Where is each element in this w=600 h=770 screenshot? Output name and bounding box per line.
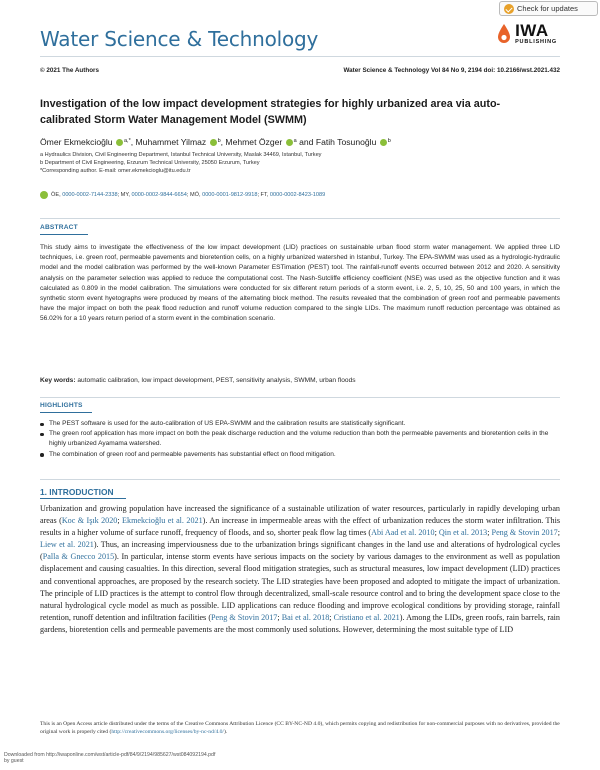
orcid-icon[interactable]	[116, 139, 123, 146]
orcid-link[interactable]: 0000-0002-8423-1089	[269, 192, 326, 198]
citation-link[interactable]: Ekmekcioğlu et al. 2021	[122, 516, 203, 526]
citation-link[interactable]: Bai et al. 2018	[281, 612, 330, 622]
author-sup: a,*	[123, 138, 131, 144]
affiliation-line: a Hydraulics Division, Civil Engineering Department, Istanbul Technical University, Maslak 34469, Istanbul, Turkey	[40, 152, 322, 158]
logo-iwa-text: IWA	[515, 21, 549, 40]
citation-link[interactable]: Palla & Gnecco 2015	[42, 552, 115, 562]
license-link[interactable]: http://creativecommons.org/licenses/by-nc-nd/4.0/	[111, 729, 224, 736]
highlight-item: The PEST software is used for the auto-calibration of US EPA-SWMM and the calibration results are statistically significant.	[40, 419, 560, 429]
orcid-icon[interactable]	[380, 139, 387, 146]
abstract-text: This study aims to investigate the effectiveness of the low impact development (LID) practices on sustainable urban flood storm water management. We applied three LID techniques, i.e. green roof, permeable pavements and bioretention cells, on a highly urbanized watershed in Istanbul, Turkey. The EPA-SWMM was used as a hydrologic-hydraulic model and the model calibration was performed by the well-known Parameter ESTimation (PEST) tool. The rainfall-runoff events occurred between 2012 and 2020. A sensitivity analysis on the parameter selection was applied to reduce the computational cost. The Nash-Sutcliffe efficiency coefficient (NSE) was used as the objective function and it was calculated as 0.809 in the model calibration. The simulations were conducted for six different return periods of a storm event, i.e. 2, 5, 10, 25, 50 and 100 years, in which the synthetic storm event hyetographs were produced by means of the alternating block method. The results revealed that the combination of green roof and permeable pavements have the major impact on both the peak flood reduction and runoff volume reduction compared to the single LIDs. The maximum runoff reduction percentage was obtained as 56.02% for a 10 years return period of a storm event in the combination scenario.	[40, 244, 560, 323]
abstract-heading: ABSTRACT	[40, 224, 78, 231]
license-end: ).	[224, 729, 228, 736]
orcid-label: ; FT,	[257, 192, 270, 198]
highlights-list	[40, 419, 560, 460]
citation-link[interactable]: Cristiano et al. 2021	[333, 612, 400, 622]
intro-text-segment: ). An increase in impermeable areas with the effect of urbanization reduces the storm water infiltration. This results in a higher volume of surface runoff, frequency of floods, and so, shorter peak flow lag times (	[40, 516, 560, 538]
author-name: Muhammet Yilmaz	[135, 137, 207, 147]
section-divider	[40, 397, 560, 398]
citation-link[interactable]: Koc & Işık 2020	[61, 516, 118, 526]
heading-underline	[40, 412, 92, 413]
iwa-publishing-logo	[497, 22, 557, 46]
introduction-text	[40, 503, 560, 636]
author-name: Ömer Ekmekcioğlu	[40, 137, 113, 147]
section-divider	[40, 218, 560, 219]
citation-link[interactable]: Qin et al. 2013	[438, 528, 488, 538]
citation-link[interactable]: Abi Aad et al. 2010	[371, 528, 435, 538]
orcid-label: ; MY,	[117, 192, 132, 198]
intro-text-segment: ;	[487, 528, 492, 538]
check-badge-icon	[504, 4, 514, 14]
copyright: © 2021 The Authors	[40, 67, 99, 74]
orcid-icon[interactable]	[210, 139, 217, 146]
meta-line	[40, 67, 560, 74]
citation-link[interactable]: Peng & Stovin 2017	[491, 528, 558, 538]
intro-text-segment: ). Among the LIDs, green roofs, rain barrels, rain gardens, bioretention cells and permeable pavements are the most commonly used solutions. However, determining the most suitable type of LID	[40, 612, 560, 634]
intro-text-segment: ;	[329, 612, 334, 622]
citation-link[interactable]: Liew et al. 2021	[40, 540, 94, 550]
orcid-list	[40, 191, 325, 199]
intro-text-segment: ;	[277, 612, 282, 622]
intro-text-segment: Urbanization and growing population have increased the significance of a sustainable utilization of water resources, particularly in rapidly developing urban areas (	[40, 504, 560, 526]
author-sup: b	[387, 138, 391, 144]
download-line: Downloaded from http://iwaponline.com/wst/article-pdf/84/9/2194/985627/wst084092194.pdf	[4, 752, 216, 758]
orcid-link[interactable]: 0000-0001-9812-9918	[202, 192, 258, 198]
intro-text-segment: ). In particular, intense storm events have serious impacts on the society by various damages to the environment as well as population displacement and causing casualties. In this direction, several flood mitigation strategies, such as structural measures, low impact development (LID) practices and conventional approaches, are proposed by the research society. The LID strategies have been proposed and adopted to mitigate the impact of urbanization. The principle of LID practices is the attempt to control flow through decentralized, small-scale resource control and to bring the development space close to the natural hydrological cycle model as much as possible. LID applications can reduce flooding and improve ecological conditions by providing storage, rainfall retention, runoff detention and infiltration facilities (	[40, 552, 560, 622]
logo-publishing-text: PUBLISHING	[515, 39, 557, 45]
keywords-label: Key words:	[40, 377, 76, 384]
orcid-label: ; MÖ,	[186, 192, 203, 198]
author-sup: b	[217, 138, 221, 144]
author-sup: a	[293, 138, 297, 144]
orcid-link[interactable]: 0000-0002-9844-6654	[131, 192, 187, 198]
section-divider	[40, 479, 560, 480]
heading-underline	[40, 234, 88, 235]
orcid-icon	[40, 191, 48, 199]
download-note	[4, 752, 215, 764]
citation-link[interactable]: Peng & Stovin 2017	[211, 612, 278, 622]
orcid-icon[interactable]	[286, 139, 293, 146]
author-separator: and	[296, 137, 316, 147]
journal-title: Water Science & Technology	[40, 27, 319, 51]
license-footnote	[40, 720, 560, 736]
corresponding-author: *Corresponding author. E-mail: omer.ekmekcioglu@itu.edu.tr	[40, 168, 191, 175]
header-divider	[40, 56, 560, 57]
author-separator: ,	[130, 137, 136, 147]
keywords	[40, 377, 356, 384]
download-line: by guest	[4, 758, 24, 765]
affiliation-line: b Department of Civil Engineering, Erzurum Technical University, 25050 Erzurum, Turkey	[40, 160, 260, 167]
check-for-updates-label: Check for updates	[517, 4, 578, 13]
introduction-heading: 1. INTRODUCTION	[40, 487, 114, 497]
author-name: Mehmet Özger	[225, 137, 283, 147]
author-list	[40, 137, 391, 147]
citation: Water Science & Technology Vol 84 No 9, 2194 doi: 10.2166/wst.2021.432	[343, 67, 560, 74]
heading-underline	[40, 498, 126, 499]
intro-text-segment: ;	[434, 528, 439, 538]
highlights-heading: HIGHLIGHTS	[40, 402, 83, 409]
highlight-item: The green roof application has more impact on both the peak discharge reduction and the volume reduction than both the permeable pavements and bioretention cells in the highly urbanized Ayamama watershed.	[40, 429, 560, 449]
intro-text-segment: ;	[557, 528, 560, 538]
highlight-item: The combination of green roof and permeable pavements has substantial effect on flood mitigation.	[40, 450, 560, 460]
orcid-label: ÖE,	[51, 192, 63, 198]
author-separator: ,	[220, 137, 226, 147]
iwa-drop-icon	[497, 23, 511, 45]
intro-text-segment: ;	[117, 516, 123, 526]
orcid-link[interactable]: 0000-0002-7144-2338	[62, 192, 118, 198]
article-title: Investigation of the low impact development strategies for highly urbanized area via auto-calibrated Storm Water Management Model (SWMM)	[40, 98, 501, 126]
intro-text-segment: ). Thus, an increasing imperviousness due to the urbanization brings significant changes in the land use and alterations of hydrological cycles (	[40, 540, 561, 562]
author-name: Fatih Tosunoğlu	[315, 137, 377, 147]
check-for-updates-button[interactable]	[499, 1, 598, 16]
keywords-text: automatic calibration, low impact development, PEST, sensitivity analysis, SWMM, urban floods	[75, 377, 356, 384]
affiliations	[40, 151, 321, 176]
license-text: This is an Open Access article distributed under the terms of the Creative Commons Attribution Licence (CC BY-NC-ND 4.0), which permits copying and redistribution for non-commercial purposes with no derivatives, provided the original work is properly cited (	[40, 721, 560, 736]
